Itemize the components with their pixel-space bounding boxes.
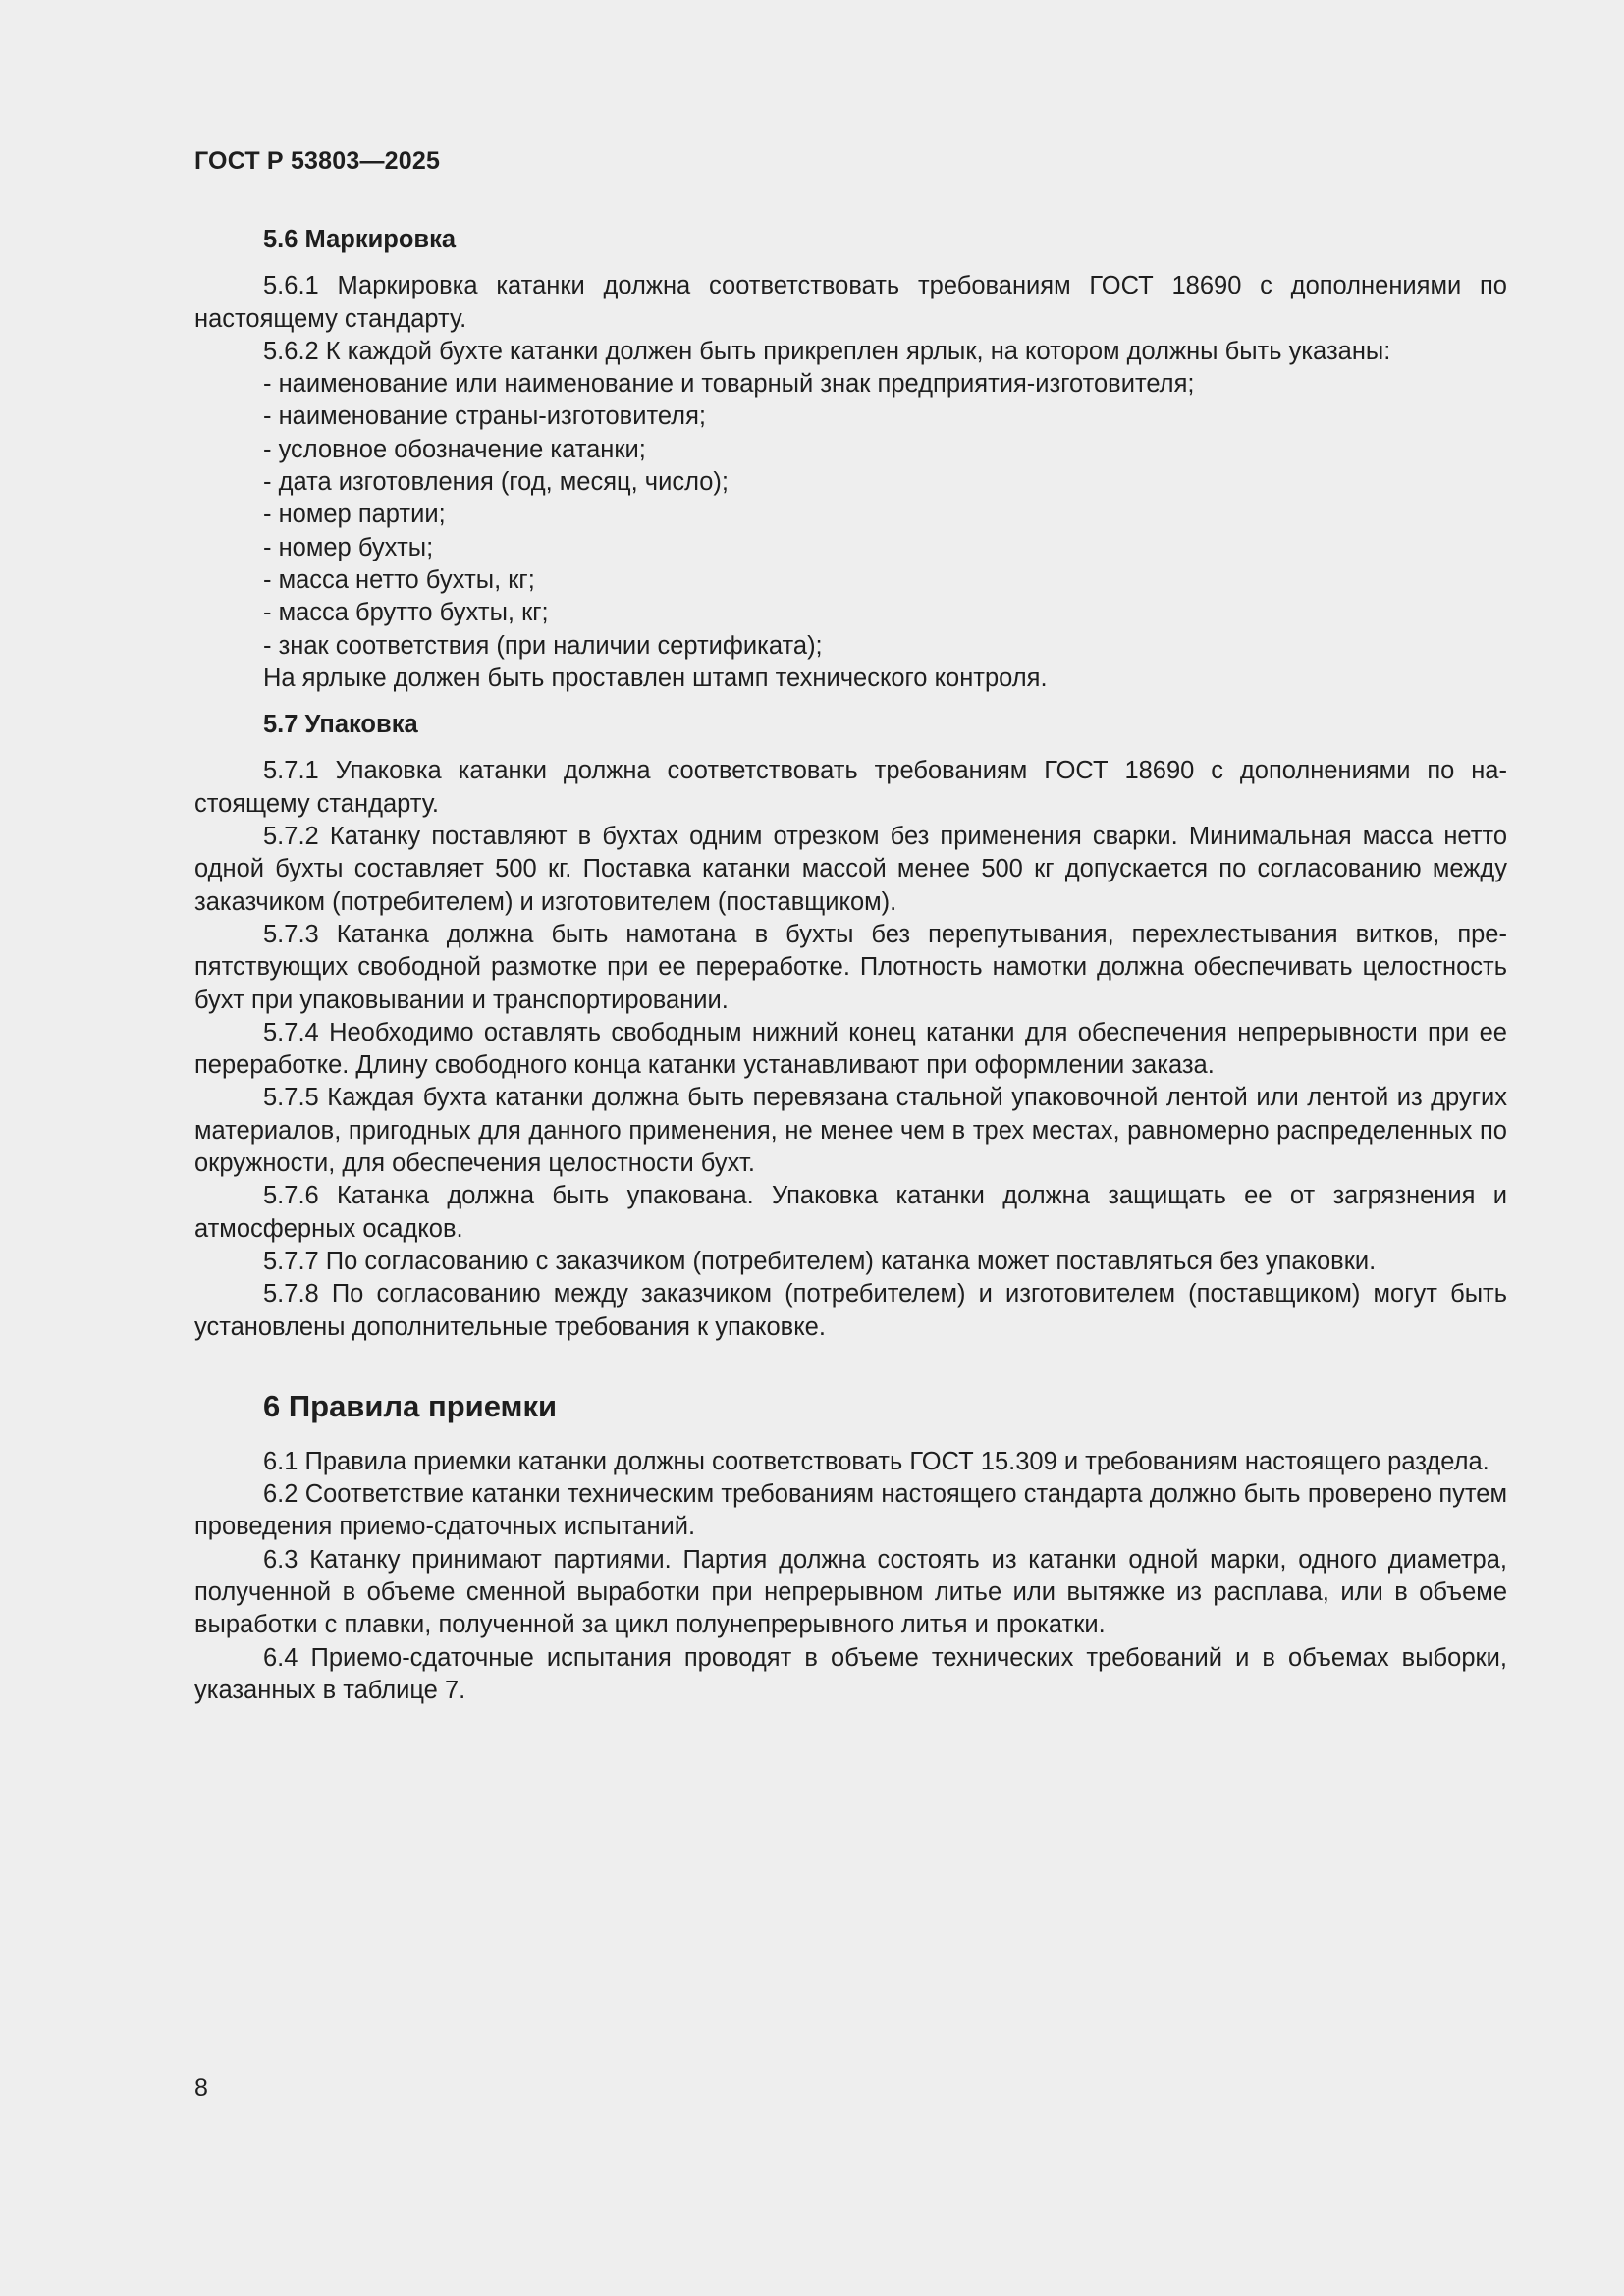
paragraph: 5.6.1 Маркировка катанки должна соответствовать требованиям ГОСТ 18690 с дополнениями по настоящему стандарту. — [194, 272, 1507, 333]
paragraph: 5.7.1 Упаковка катанки должна соответствовать требованиям ГОСТ 18690 с дополнениями по настоящему стандарту. — [194, 757, 1507, 818]
list-item: - масса нетто бухты, кг; — [263, 565, 535, 594]
list-item: - масса брутто бухты, кг; — [263, 599, 549, 627]
list-item: - наименование или наименование и товарный знак предприятия-изготовителя; — [263, 370, 1195, 399]
paragraph: 6.2 Соответствие катанки техническим требованиям настоящего стандарта должно быть проверено путем проведения приемо-сдаточных испытаний. — [194, 1480, 1507, 1541]
paragraph: 5.7.3 Катанка должна быть намотана в бухты без перепутывания, перехлестывания витков, препятствующих свободной размотке при ее переработке. Плотность намотки должна обеспечивать целостность бухт при упаковывании и транспортировании. — [194, 920, 1507, 1014]
paragraph: 5.7.7 По согласованию с заказчиком (потребителем) катанка может поставляться без упаковки. — [263, 1247, 1377, 1275]
paragraph: 5.7.6 Катанка должна быть упакована. Упаковка катанки должна защищать ее от загрязнения и атмосферных осадков. — [194, 1182, 1507, 1243]
list-item: - дата изготовления (год, месяц, число); — [263, 468, 730, 497]
section-heading-5-6: 5.6 Маркировка — [263, 226, 457, 253]
paragraph: 6.4 Приемо-сдаточные испытания проводят в объеме технических требований и в объемах выборки, указанных в таблице 7. — [194, 1643, 1507, 1704]
paragraph: 5.7.2 Катанку поставляют в бухтах одним отрезком без применения сварки. Минимальная масса нетто одной бухты составляет 500 кг. Поставка катанки массой менее 500 кг допускается по согласованию между заказчиком (потребителем) и изготовителем (поставщиком). — [194, 823, 1507, 916]
list-item: - условное обозначение катанки; — [263, 435, 646, 463]
paragraph: На ярлыке должен быть проставлен штамп технического контроля. — [263, 664, 1048, 692]
paragraph: 6.1 Правила приемки катанки должны соответствовать ГОСТ 15.309 и требованиям настоящего раздела. — [263, 1447, 1489, 1475]
paragraph: 5.7.8 По согласованию между заказчиком (потребителем) и изготовителем (поставщиком) могут быть установлены дополнительные требования к упаковке. — [194, 1280, 1507, 1341]
document-body — [194, 224, 1507, 1707]
section-heading-5-7: 5.7 Упаковка — [263, 711, 418, 739]
section-heading-6: 6 Правила приемки — [263, 1388, 558, 1423]
list-item: - знак соответствия (при наличии сертификата); — [263, 631, 823, 660]
paragraph: 6.3 Катанку принимают партиями. Партия должна состоять из катанки одной марки, одного диаметра, полученной в объеме сменной выработки при непрерывном литье или вытяжке из расплава, или в объеме выработки с плавки, полученной за цикл полунепрерывного литья и прокатки. — [194, 1545, 1507, 1639]
list-item: - номер партии; — [263, 501, 446, 529]
paragraph: 5.7.4 Необходимо оставлять свободным нижний конец катанки для обеспечения непрерывности при ее переработке. Длину свободного конца катанки устанавливают при оформлении заказа. — [194, 1018, 1507, 1080]
page-number: 8 — [194, 2074, 208, 2102]
paragraph: 5.6.2 К каждой бухте катанки должен быть прикреплен ярлык, на котором должны быть указаны: — [263, 337, 1391, 365]
paragraph: 5.7.5 Каждая бухта катанки должна быть перевязана стальной упаковочной лентой или лентой из других материалов, пригодных для данного применения, не менее чем в трех местах, равномерно распределенных по окружности, для обеспечения целостности бухт. — [194, 1084, 1507, 1178]
list-item: - номер бухты; — [263, 533, 434, 561]
document-header: ГОСТ Р 53803—2025 — [194, 147, 441, 175]
list-item: - наименование страны-изготовителя; — [263, 402, 706, 431]
